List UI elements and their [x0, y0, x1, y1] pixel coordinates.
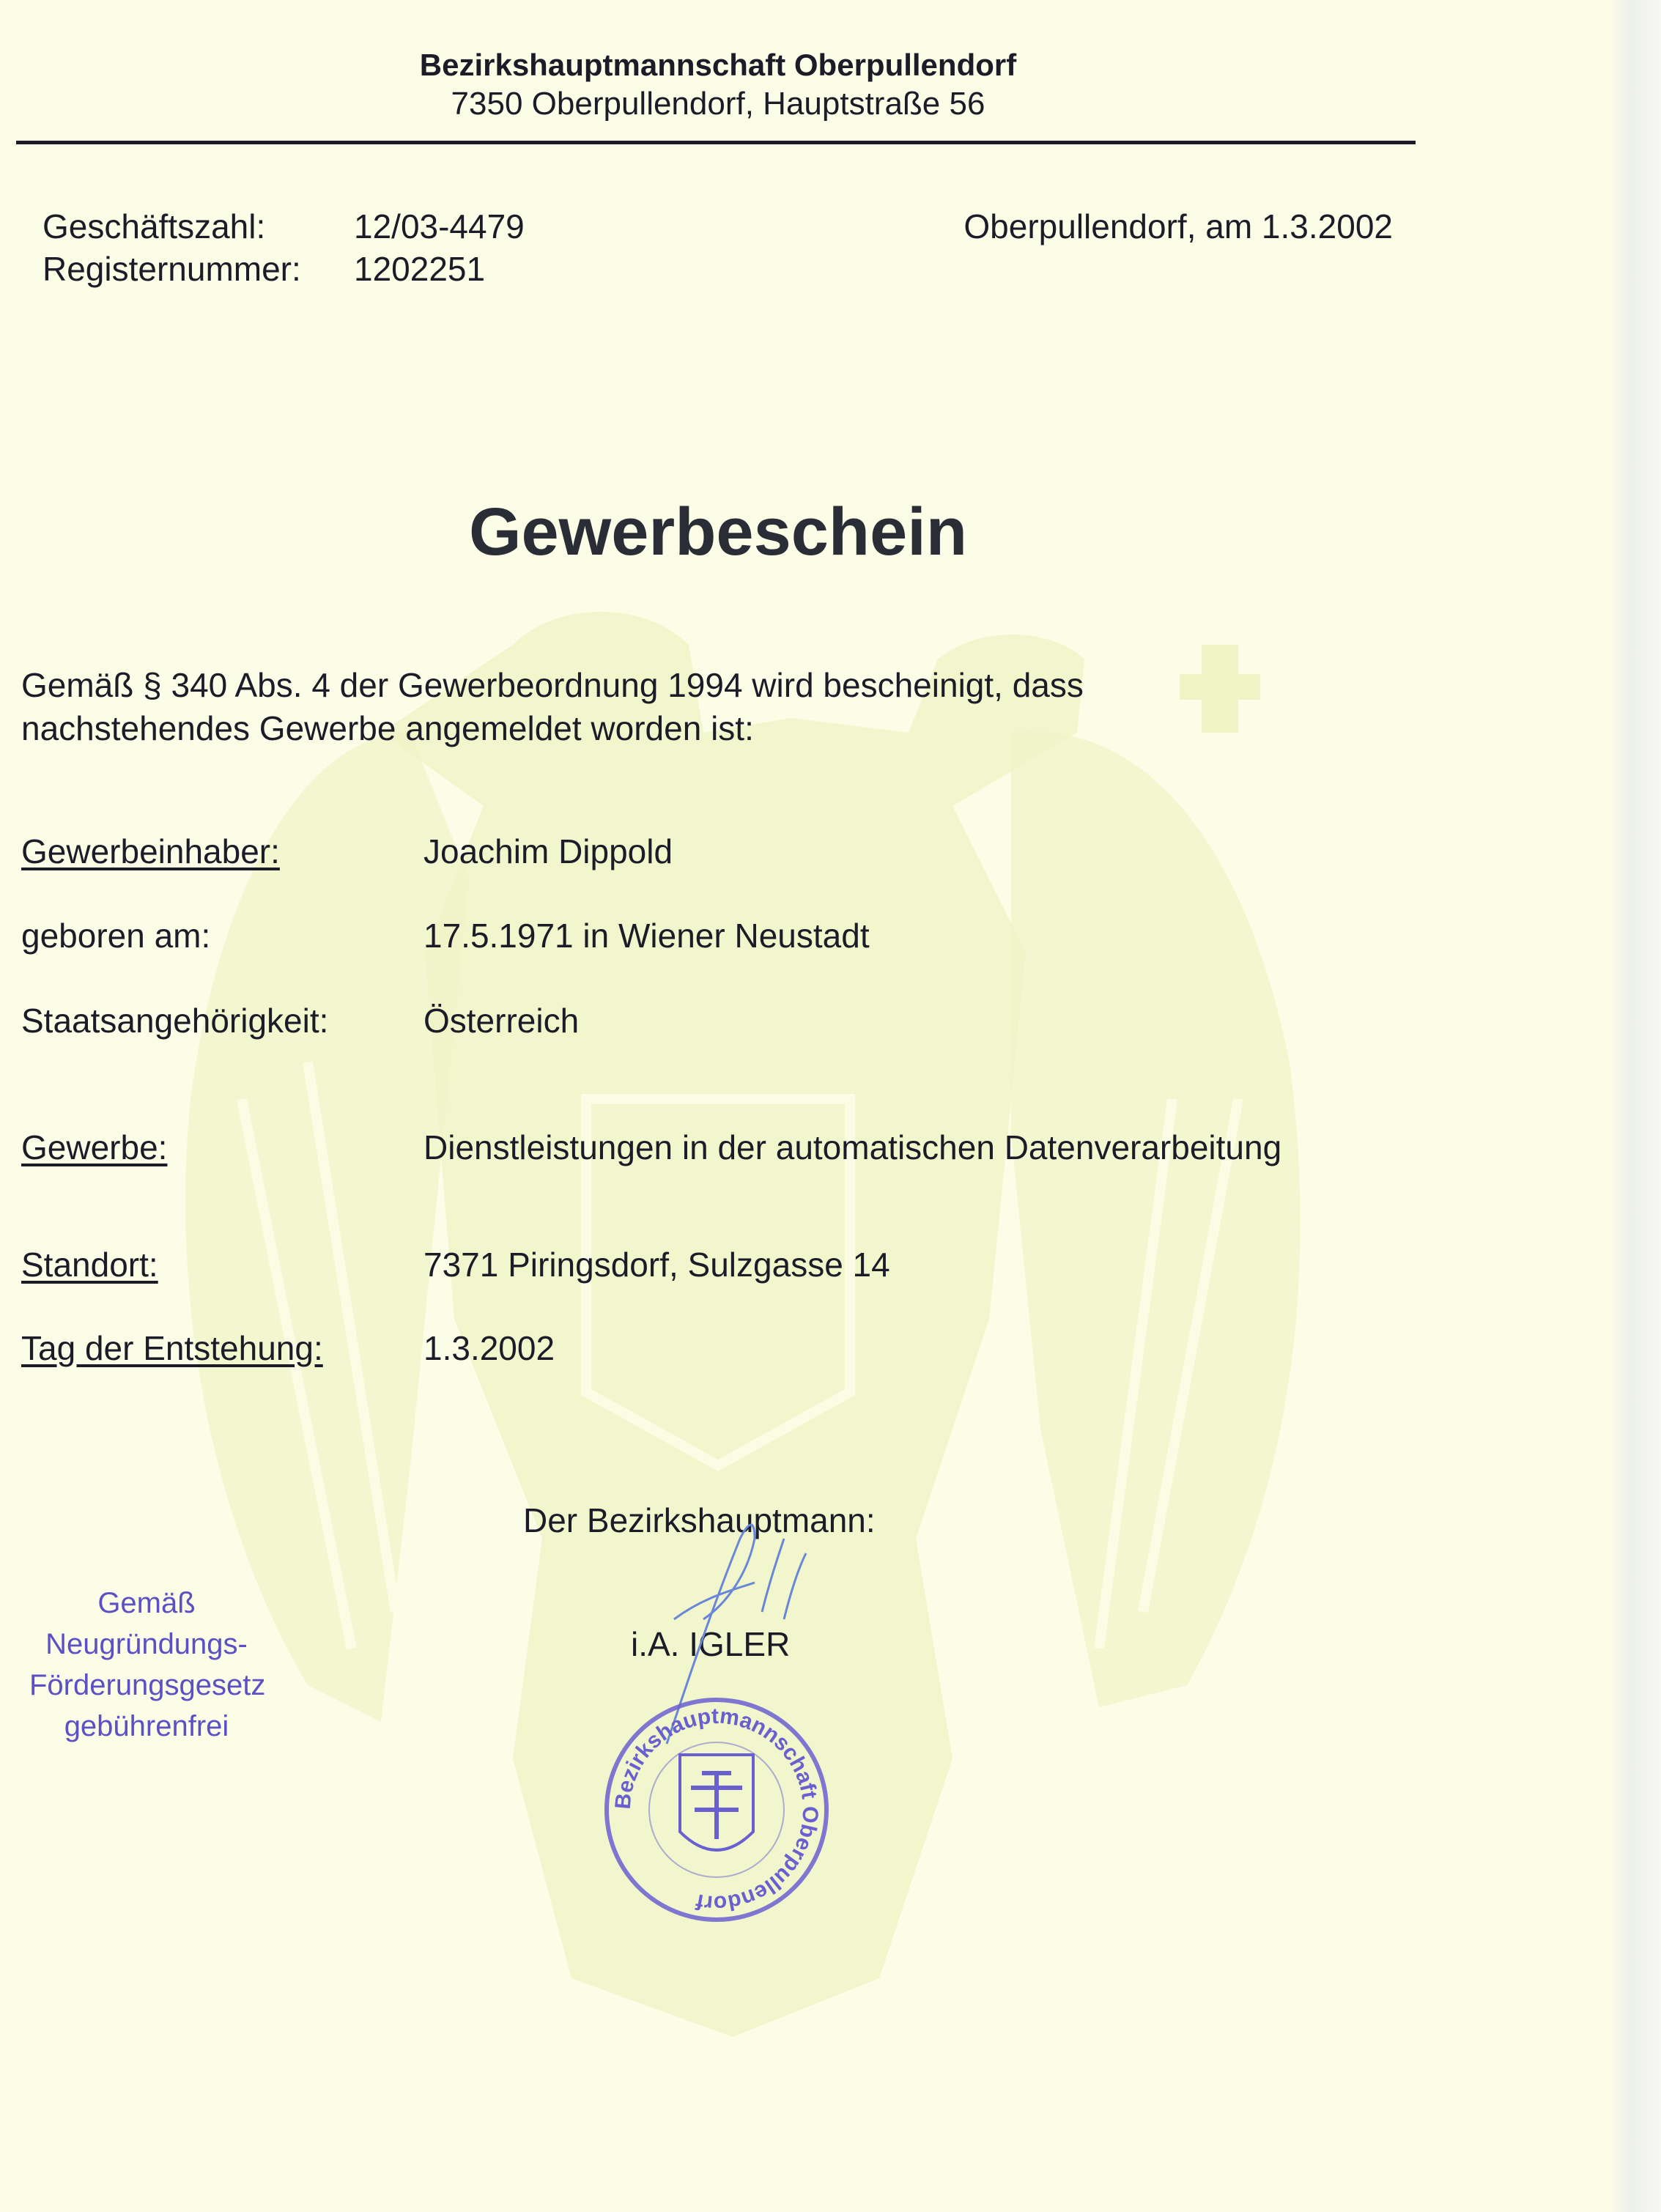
case-number: 12/03-4479 — [354, 207, 525, 245]
authority-address: 7350 Oberpullendorf, Hauptstraße 56 — [451, 86, 985, 122]
intro-line-2: nachstehendes Gewerbe angemeldet worden ist: — [21, 709, 754, 747]
field-value-location: 7371 Piringsdorf, Sulzgasse 14 — [423, 1246, 890, 1284]
fee-stamp-line-4: gebührenfrei — [64, 1710, 229, 1742]
register-number: 1202251 — [354, 250, 486, 288]
field-value-trade: Dienstleistungen in der automatischen Datenverarbeitung — [423, 1128, 1282, 1166]
signature-role: Der Bezirkshauptmann: — [523, 1501, 876, 1539]
intro-line-1: Gemäß § 340 Abs. 4 der Gewerbeordnung 1994 wird bescheinigt, dass — [21, 666, 1084, 704]
fee-stamp-line-1: Gemäß — [97, 1587, 196, 1619]
field-label-nationality: Staatsangehörigkeit: — [21, 1002, 329, 1040]
case-number-label: Geschäftszahl: — [42, 207, 266, 245]
fee-stamp-line-3: Förderungsgesetz — [29, 1669, 266, 1701]
official-seal — [599, 1693, 834, 1927]
document-title: Gewerbeschein — [468, 495, 968, 569]
field-value-start-date: 1.3.2002 — [423, 1329, 555, 1367]
header-divider — [16, 141, 1416, 144]
field-value-owner: Joachim Dippold — [423, 832, 673, 870]
field-label-trade: Gewerbe: — [21, 1128, 168, 1166]
field-label-birth: geboren am: — [21, 917, 211, 955]
field-value-nationality: Österreich — [423, 1002, 580, 1040]
authority-name: Bezirkshauptmannschaft Oberpullendorf — [419, 48, 1017, 82]
register-number-label: Registernummer: — [42, 250, 301, 288]
field-label-start-date: Tag der Entstehung: — [21, 1329, 323, 1367]
field-value-birth: 17.5.1971 in Wiener Neustadt — [423, 917, 870, 955]
field-label-owner: Gewerbeinhaber: — [21, 832, 280, 870]
scan-edge — [1610, 0, 1661, 2212]
place-date: Oberpullendorf, am 1.3.2002 — [963, 207, 1393, 245]
seal-text: Bezirkshauptmannschaft Oberpullendorf — [610, 1704, 823, 1916]
fee-stamp-line-2: Neugründungs- — [45, 1628, 248, 1660]
field-label-location: Standort: — [21, 1246, 158, 1284]
signer-name: i.A. IGLER — [631, 1625, 791, 1663]
